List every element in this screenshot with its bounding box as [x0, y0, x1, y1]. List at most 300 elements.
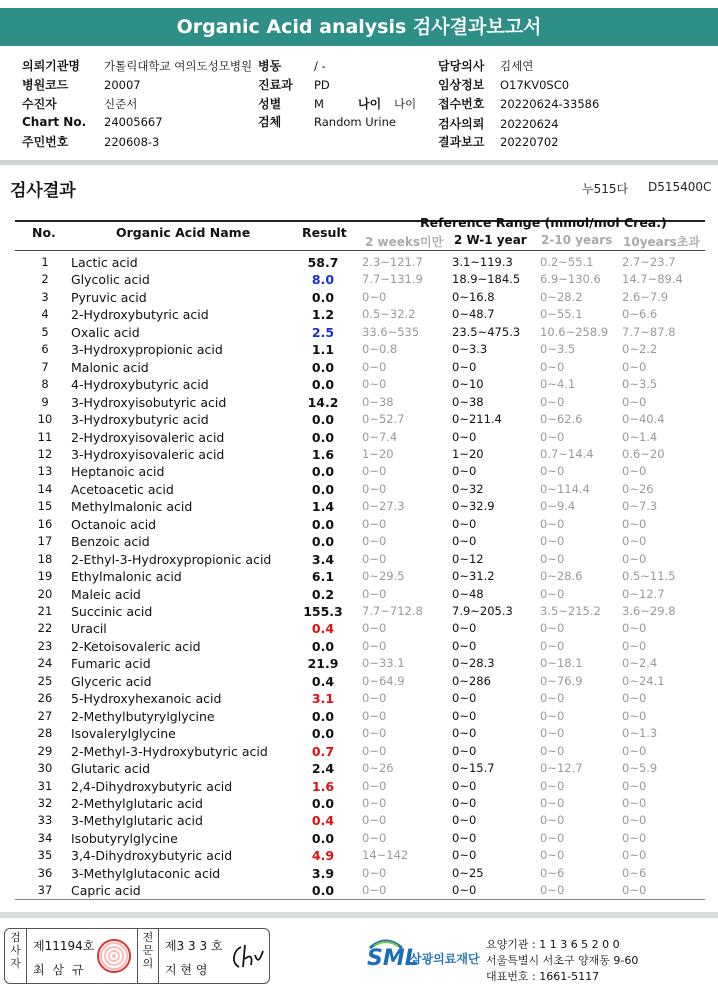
specialist-name: 지 현 영 — [165, 963, 208, 977]
row-number: 2 — [41, 272, 49, 287]
ref-range-2weeks: 33.6~535 — [362, 324, 420, 339]
table-bottom-rule — [15, 899, 705, 900]
table-row — [0, 480, 718, 498]
ref-range-2-10y: 0~62.6 — [540, 412, 583, 427]
ref-range-2weeks: 0~38 — [362, 394, 394, 409]
ref-range-2w-1y: 0~3.3 — [452, 342, 488, 357]
table-row — [0, 829, 718, 847]
acid-name: 3-Methylglutaconic acid — [71, 865, 221, 881]
ref-range-2-10y: 0~4.1 — [540, 377, 576, 392]
row-number: 6 — [41, 342, 49, 357]
row-number: 15 — [37, 499, 53, 514]
acid-name: 2-Methylglutaric acid — [71, 795, 203, 811]
col-name-header: Organic Acid Name — [116, 225, 251, 240]
result-value: 0.0 — [311, 638, 335, 654]
table-row — [0, 428, 718, 446]
row-number: 23 — [37, 638, 53, 653]
phone-number: 대표번호 : 1661-5117 — [486, 970, 600, 983]
acid-name: 2-Hydroxyisovaleric acid — [71, 429, 225, 445]
result-value: 1.6 — [311, 778, 335, 794]
ref-range-10y-plus: 0~0 — [622, 708, 647, 723]
ref-range-2-10y: 0~0 — [540, 726, 565, 741]
ref-range-2w-1y: 0~48 — [452, 586, 484, 601]
result-value: 0.0 — [311, 830, 335, 846]
row-number: 28 — [37, 726, 53, 741]
ref-range-2-10y: 0~28.6 — [540, 569, 583, 584]
ref-range-2w-1y: 1~20 — [452, 446, 484, 461]
row-number: 11 — [37, 429, 53, 444]
table-row — [0, 689, 718, 707]
ref-range-2w-1y: 18.9~184.5 — [452, 272, 521, 287]
acid-name: 2-Ketoisovaleric acid — [71, 638, 201, 654]
table-row — [0, 393, 718, 411]
table-row — [0, 654, 718, 672]
result-value: 4.9 — [311, 848, 335, 864]
result-value: 0.7 — [311, 743, 335, 759]
row-number: 1 — [41, 255, 49, 269]
ref-range-10y-plus: 0~0 — [622, 691, 647, 706]
ref-range-10y-plus: 0~40.4 — [622, 412, 665, 427]
institution-row: 의뢰기관명 가톨릭대학교 여의도성모병원 — [22, 59, 253, 73]
address: 서울특별시 서초구 양재동 9-60 — [486, 954, 639, 967]
acid-name: 2-Methyl-3-Hydroxybutyric acid — [71, 743, 268, 759]
ref-range-2w-1y: 0~0 — [452, 830, 477, 845]
acid-name: 4-Hydroxybutyric acid — [71, 377, 209, 393]
ref-range-2weeks: 0~0 — [362, 464, 387, 479]
acid-name: Octanoic acid — [71, 516, 157, 532]
result-value: 0.0 — [311, 412, 335, 428]
row-number: 34 — [37, 830, 53, 845]
acid-name: 2,4-Dihydroxybutyric acid — [71, 778, 233, 794]
ref-range-2weeks: 0~0 — [362, 534, 387, 549]
acid-name: 2-Ethyl-3-Hydroxypropionic acid — [71, 551, 272, 567]
ref-range-2-10y: 0~0 — [540, 464, 565, 479]
recipient-row: 수진자 신준서 — [22, 97, 138, 111]
ref-range-10y-plus: 0.6~20 — [622, 446, 665, 461]
ref-range-10y-plus: 0~1.3 — [622, 726, 658, 741]
results-title: 검사결과 — [10, 181, 76, 201]
row-number: 21 — [37, 604, 53, 618]
ref-range-2-10y: 0~0 — [540, 516, 565, 531]
ref-range-2weeks: 0~0 — [362, 883, 387, 898]
ref-range-2-10y: 0~0 — [540, 359, 565, 374]
specimen-row: 검체 Random Urine — [258, 115, 396, 129]
ref-range-2w-1y: 0~32 — [452, 481, 484, 496]
reference-range-header: Reference Range (mmol/mol Crea.) — [420, 215, 667, 230]
ref-range-2w-1y: 0~32.9 — [452, 499, 495, 514]
ref-range-2w-1y: 0~0 — [452, 621, 477, 636]
resident-row: 주민번호 220608-3 — [22, 135, 160, 149]
ref-range-2-10y: 0~0 — [540, 586, 565, 601]
ref-range-10y-plus: 7.7~87.8 — [622, 324, 676, 339]
result-value: 1.2 — [311, 307, 335, 323]
acid-name: 3,4-Dihydroxybutyric acid — [71, 848, 233, 864]
ref-range-2-10y: 0~28.2 — [540, 289, 583, 304]
acid-name: Glycolic acid — [71, 272, 150, 288]
ref-range-2weeks: 0~0 — [362, 691, 387, 706]
ref-range-2w-1y: 0~16.8 — [452, 289, 495, 304]
acid-name: 3-Methylglutaric acid — [71, 813, 203, 829]
table-row — [0, 532, 718, 550]
row-number: 29 — [37, 743, 53, 758]
ref-range-2w-1y: 0~0 — [452, 848, 477, 863]
ref-range-2-10y: 0~76.9 — [540, 673, 583, 688]
result-value: 0.0 — [311, 516, 335, 532]
ref-range-2-10y: 0~0 — [540, 429, 565, 444]
ref-range-2weeks: 0~0 — [362, 586, 387, 601]
result-value: 0.0 — [311, 534, 335, 550]
row-number: 3 — [41, 289, 49, 304]
ref-range-2w-1y: 0~0 — [452, 516, 477, 531]
result-value: 0.0 — [311, 464, 335, 480]
ref-range-10y-plus: 0~0 — [622, 621, 647, 636]
table-row — [0, 846, 718, 864]
col-result-header: Result — [302, 225, 347, 240]
table-row — [0, 567, 718, 585]
table-row — [0, 270, 718, 288]
ref-range-2w-1y: 7.9~205.3 — [452, 604, 513, 618]
tester-seal — [97, 939, 131, 973]
signature-box — [4, 928, 270, 984]
table-row — [0, 410, 718, 428]
ref-range-2weeks: 0~26 — [362, 761, 394, 776]
acid-name: Succinic acid — [71, 604, 153, 619]
row-number: 5 — [41, 324, 49, 339]
ref-range-10y-plus: 0~2.2 — [622, 342, 658, 357]
ref-range-2-10y: 0~18.1 — [540, 656, 583, 671]
table-row — [0, 672, 718, 690]
ref-range-2-10y: 0~6 — [540, 865, 565, 880]
acid-name: Isovalerylglycine — [71, 726, 176, 742]
ref-range-2-10y: 3.5~215.2 — [540, 604, 601, 618]
chart-row: Chart No. 24005667 — [22, 115, 163, 129]
table-row — [0, 445, 718, 463]
result-value: 0.2 — [311, 586, 335, 602]
tester-license: 제11194호 — [33, 939, 95, 953]
table-row — [0, 358, 718, 376]
result-value: 21.9 — [307, 656, 339, 672]
row-number: 16 — [37, 516, 53, 531]
ref-range-10y-plus: 0~0 — [622, 778, 647, 793]
ref-range-2weeks: 0~0 — [362, 289, 387, 304]
table-row — [0, 724, 718, 742]
ref-range-2w-1y: 0~0 — [452, 883, 477, 898]
ref-range-10y-plus: 0~6 — [622, 865, 647, 880]
ref-range-2weeks: 0~0 — [362, 377, 387, 392]
ref-range-2-10y: 0~0 — [540, 743, 565, 758]
result-value: 0.0 — [311, 481, 335, 497]
ref-range-2-10y: 0~0 — [540, 638, 565, 653]
row-number: 36 — [37, 865, 53, 880]
table-row — [0, 777, 718, 795]
table-row — [0, 864, 718, 882]
ref-range-2weeks: 0~0 — [362, 865, 387, 880]
row-number: 30 — [37, 761, 53, 776]
row-number: 8 — [41, 377, 49, 392]
ref-range-2-10y: 0~55.1 — [540, 307, 583, 322]
table-row — [0, 707, 718, 725]
organization-name: 삼광의료재단 — [410, 952, 480, 966]
row-number: 19 — [37, 569, 53, 584]
row-number: 26 — [37, 691, 53, 706]
table-row — [0, 619, 718, 637]
result-value: 0.0 — [311, 708, 335, 724]
table-row — [0, 637, 718, 655]
tester-name: 최 삼 규 — [33, 963, 86, 977]
ref-range-2weeks: 0~0 — [362, 481, 387, 496]
ref-range-10y-plus: 2.7~23.7 — [622, 255, 676, 269]
acid-name: Glyceric acid — [71, 673, 152, 689]
ref-range-2weeks: 0~33.1 — [362, 656, 405, 671]
ref-range-2weeks: 0~27.3 — [362, 499, 405, 514]
ref-range-2w-1y: 3.1~119.3 — [452, 255, 513, 269]
row-number: 18 — [37, 551, 53, 566]
ref-range-10y-plus: 0~0 — [622, 394, 647, 409]
result-value: 155.3 — [303, 604, 343, 619]
ref-range-2w-1y: 0~0 — [452, 359, 477, 374]
table-row — [0, 602, 718, 620]
result-value: 0.0 — [311, 377, 335, 393]
tester-label: 검 사 자 — [5, 929, 27, 983]
specialist-signature — [227, 941, 267, 973]
doctor-row: 담당의사 김세연 — [438, 59, 534, 73]
col-ref-2w-1y: 2 W-1 year — [454, 233, 527, 247]
ref-range-2weeks: 1~20 — [362, 446, 394, 461]
row-number: 10 — [37, 412, 53, 427]
institution-number: 요양기관 : 1 1 3 6 5 2 0 0 — [486, 938, 620, 951]
table-row — [0, 881, 718, 899]
acid-name: Maleic acid — [71, 586, 141, 602]
table-row — [0, 323, 718, 341]
ref-range-2w-1y: 0~0 — [452, 726, 477, 741]
specialist-license: 제3 3 3 호 — [165, 939, 223, 953]
ref-range-2weeks: 0~0 — [362, 621, 387, 636]
ref-range-10y-plus: 0~3.5 — [622, 377, 658, 392]
ref-range-2weeks: 0~0 — [362, 726, 387, 741]
row-number: 20 — [37, 586, 53, 601]
ref-range-2-10y: 0~0 — [540, 848, 565, 863]
ref-range-10y-plus: 0~26 — [622, 481, 654, 496]
ref-range-2-10y: 0~3.5 — [540, 342, 576, 357]
ref-range-2-10y: 6.9~130.6 — [540, 272, 601, 287]
ref-range-2weeks: 0~0 — [362, 743, 387, 758]
table-row — [0, 794, 718, 812]
ref-range-10y-plus: 0~0 — [622, 830, 647, 845]
row-number: 9 — [41, 394, 49, 409]
acid-name: 5-Hydroxyhexanoic acid — [71, 691, 222, 707]
ref-range-2-10y: 0~0 — [540, 691, 565, 706]
row-number: 7 — [41, 359, 49, 374]
report-title: Organic Acid analysis 검사결과보고서 — [0, 8, 718, 46]
acid-name: 2-Methylbutyrylglycine — [71, 708, 215, 724]
row-number: 22 — [37, 621, 53, 636]
sex-row: 성별 M 나이 나이 — [258, 97, 417, 111]
department-row: 진료과 PD — [258, 78, 330, 92]
result-value: 0.0 — [311, 883, 335, 899]
col-ref-10y-plus: 10years초과 — [623, 235, 701, 249]
ref-range-2-10y: 0.7~14.4 — [540, 446, 594, 461]
row-number: 14 — [37, 481, 53, 496]
ref-range-10y-plus: 0~0 — [622, 848, 647, 863]
table-row — [0, 759, 718, 777]
ref-range-10y-plus: 0~5.9 — [622, 761, 658, 776]
ref-range-2weeks: 0~0 — [362, 708, 387, 723]
ref-range-2w-1y: 0~0 — [452, 534, 477, 549]
ref-range-2w-1y: 0~0 — [452, 429, 477, 444]
table-row — [0, 550, 718, 568]
ref-range-2w-1y: 0~0 — [452, 778, 477, 793]
ref-range-2-10y: 0~0 — [540, 795, 565, 810]
result-value: 0.0 — [311, 359, 335, 375]
acid-name: Capric acid — [71, 883, 141, 899]
ref-range-10y-plus: 0~2.4 — [622, 656, 658, 671]
table-row — [0, 375, 718, 393]
ref-range-10y-plus: 2.6~7.9 — [622, 289, 669, 304]
acid-name: Isobutyrylglycine — [71, 830, 178, 846]
result-value: 1.4 — [311, 499, 335, 515]
row-number: 24 — [37, 656, 53, 671]
row-number: 27 — [37, 708, 53, 723]
acid-name: Heptanoic acid — [71, 464, 165, 480]
ref-range-2weeks: 0~0 — [362, 795, 387, 810]
table-row — [0, 305, 718, 323]
ref-range-2weeks: 0~52.7 — [362, 412, 405, 427]
result-value: 1.6 — [311, 446, 335, 462]
col-no-header: No. — [32, 225, 56, 240]
ref-range-10y-plus: 0~0 — [622, 359, 647, 374]
ref-range-2w-1y: 0~286 — [452, 673, 491, 688]
ref-range-2-10y: 0~0 — [540, 621, 565, 636]
ref-range-2-10y: 10.6~258.9 — [540, 324, 609, 339]
ref-range-2w-1y: 0~211.4 — [452, 412, 502, 427]
ref-range-2weeks: 0~29.5 — [362, 569, 405, 584]
ref-range-2w-1y: 0~15.7 — [452, 761, 495, 776]
result-value: 58.7 — [307, 255, 339, 270]
ref-range-10y-plus: 0~0 — [622, 516, 647, 531]
ref-range-2weeks: 14~142 — [362, 848, 409, 863]
row-number: 12 — [37, 446, 53, 461]
acid-name: 3-Hydroxybutyric acid — [71, 412, 209, 428]
ref-range-2w-1y: 0~31.2 — [452, 569, 495, 584]
result-value: 0.0 — [311, 795, 335, 811]
ward-row: 병동 / - — [258, 59, 326, 73]
row-number: 17 — [37, 534, 53, 549]
ref-range-10y-plus: 0~0 — [622, 743, 647, 758]
ref-range-2weeks: 0~0 — [362, 516, 387, 531]
table-row — [0, 497, 718, 515]
ref-range-10y-plus: 0~12.7 — [622, 586, 665, 601]
ref-range-2w-1y: 0~38 — [452, 394, 484, 409]
result-value: 8.0 — [311, 272, 335, 288]
ref-range-2-10y: 0~0 — [540, 830, 565, 845]
ref-range-10y-plus: 0~1.4 — [622, 429, 658, 444]
ref-range-2weeks: 0~0 — [362, 813, 387, 828]
result-value: 6.1 — [311, 569, 335, 585]
row-number: 32 — [37, 795, 53, 810]
result-value: 0.4 — [311, 813, 335, 829]
col-ref-2weeks: 2 weeks미만 — [365, 235, 444, 249]
row-number: 31 — [37, 778, 53, 793]
table-row — [0, 585, 718, 603]
row-number: 33 — [37, 813, 53, 828]
result-value: 0.0 — [311, 726, 335, 742]
ref-range-2-10y: 0~114.4 — [540, 481, 590, 496]
ref-range-10y-plus: 3.6~29.8 — [622, 604, 676, 618]
acid-name: Oxalic acid — [71, 324, 140, 340]
row-number: 4 — [41, 307, 49, 322]
result-value: 2.4 — [311, 761, 335, 777]
ref-range-2w-1y: 0~0 — [452, 813, 477, 828]
result-value: 3.4 — [311, 551, 335, 567]
table-row — [0, 515, 718, 533]
request-row: 검사의뢰 20220624 — [438, 117, 559, 131]
ref-range-2w-1y: 0~0 — [452, 708, 477, 723]
reception-row: 접수번호 20220624-33586 — [438, 97, 600, 111]
result-value: 0.0 — [311, 429, 335, 445]
acid-name: Ethylmalonic acid — [71, 569, 182, 585]
clinical-info-row: 임상정보 O17KV0SC0 — [438, 78, 570, 92]
table-row — [0, 811, 718, 829]
ref-range-2w-1y: 0~0 — [452, 691, 477, 706]
ref-range-10y-plus: 0~0 — [622, 551, 647, 566]
row-number: 25 — [37, 673, 53, 688]
ref-range-2weeks: 7.7~712.8 — [362, 604, 423, 618]
ref-range-2weeks: 0~0 — [362, 778, 387, 793]
acid-name: Uracil — [71, 621, 107, 637]
ref-range-2-10y: 0~0 — [540, 534, 565, 549]
ref-range-2w-1y: 0~25 — [452, 865, 484, 880]
hospital-code-row: 병원코드 20007 — [22, 78, 141, 92]
ref-range-2-10y: 0~0 — [540, 813, 565, 828]
ref-range-2w-1y: 23.5~475.3 — [452, 324, 521, 339]
ref-range-10y-plus: 0~0 — [622, 534, 647, 549]
ref-range-2-10y: 0~0 — [540, 708, 565, 723]
ref-range-10y-plus: 0~0 — [622, 795, 647, 810]
row-number: 13 — [37, 464, 53, 479]
col-ref-2-10y: 2-10 years — [541, 233, 613, 247]
ref-range-10y-plus: 0.5~11.5 — [622, 569, 676, 584]
ref-range-10y-plus: 0~0 — [622, 638, 647, 653]
ref-range-10y-plus: 0~0 — [622, 813, 647, 828]
ref-range-2weeks: 0~0 — [362, 551, 387, 566]
ref-range-2weeks: 0~7.4 — [362, 429, 398, 444]
result-value: 0.4 — [311, 673, 335, 689]
result-value: 2.5 — [311, 324, 335, 340]
ref-range-2weeks: 0~0 — [362, 830, 387, 845]
table-row — [0, 742, 718, 760]
result-value: 14.2 — [307, 394, 339, 410]
table-row — [0, 340, 718, 358]
ref-range-10y-plus: 0~7.3 — [622, 499, 658, 514]
result-value: 0.0 — [311, 289, 335, 305]
ref-range-10y-plus: 0~24.1 — [622, 673, 665, 688]
acid-name: Fumaric acid — [71, 656, 151, 672]
table-header-rule — [15, 250, 705, 251]
acid-name: 3-Hydroxyisobutyric acid — [71, 394, 227, 410]
result-value: 1.1 — [311, 342, 335, 358]
specialist-label: 전 문 의 — [137, 929, 159, 983]
acid-name: Benzoic acid — [71, 534, 150, 550]
ref-range-2-10y: 0~0 — [540, 551, 565, 566]
ref-range-2-10y: 0~0 — [540, 883, 565, 898]
ref-range-2weeks: 2.3~121.7 — [362, 255, 423, 269]
code-secondary: D515400C — [648, 180, 712, 194]
ref-range-2weeks: 0.5~32.2 — [362, 307, 416, 322]
row-number: 35 — [37, 848, 53, 863]
ref-range-2weeks: 0~0.8 — [362, 342, 398, 357]
table-row — [0, 253, 718, 271]
ref-range-2-10y: 0~9.4 — [540, 499, 576, 514]
